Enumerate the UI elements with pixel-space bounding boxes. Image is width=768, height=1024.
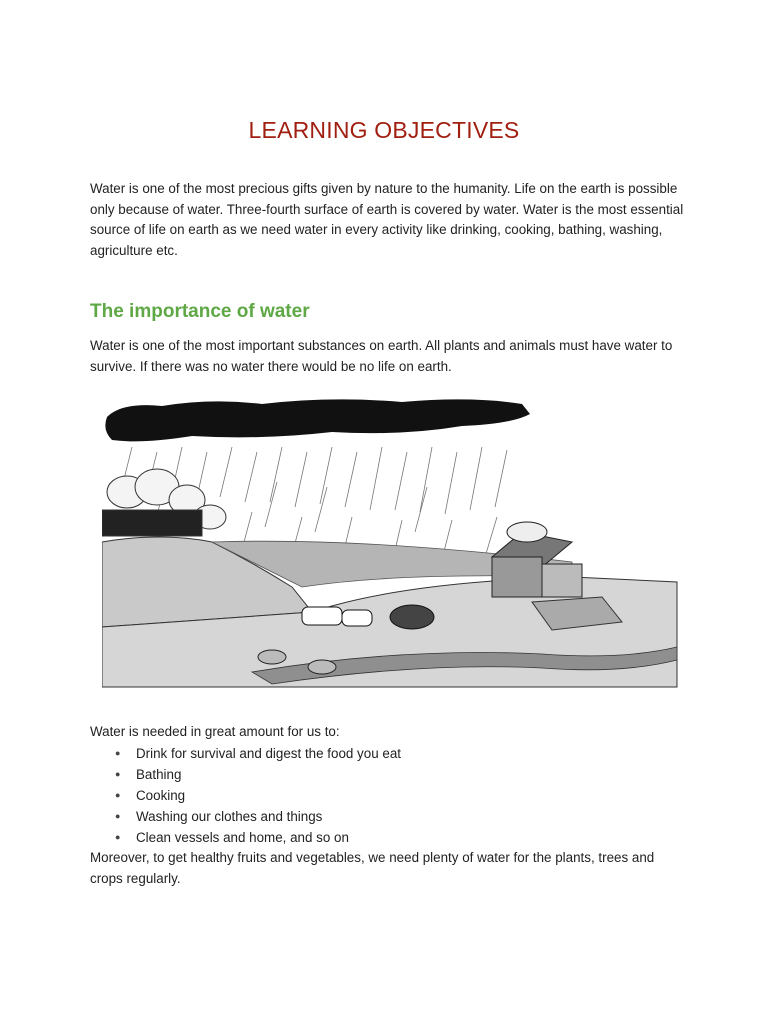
needs-list — [90, 743, 690, 848]
list-item: ● Drink for survival and digest the food you eat — [90, 743, 690, 764]
list-item: ● Cooking — [90, 785, 690, 806]
list-item: ● Washing our clothes and things — [90, 806, 690, 827]
trees — [102, 469, 226, 536]
bullet-icon: ● — [115, 832, 121, 842]
intro-paragraph: Water is one of the most precious gifts given by nature to the humanity. Life on the earth is possible only because of water. Three-fourth surface of earth is covered by water. Water is the most essential source of life on earth as we need water in every activity like drinking, cooking, bathing, washing, agriculture etc. — [90, 181, 684, 258]
list-item: ● Bathing — [90, 764, 690, 785]
bullet-icon: ● — [115, 769, 121, 779]
rain-landscape-illustration — [102, 392, 682, 692]
dark-cloud — [105, 399, 530, 441]
page-title: LEARNING OBJECTIVES — [248, 117, 520, 143]
needs-intro: Water is needed in great amount for us to: — [90, 724, 340, 739]
conclusion-paragraph: Moreover, to get healthy fruits and vegetables, we need plenty of water for the plants, trees and crops regularly. — [90, 850, 655, 886]
section-heading: The importance of water — [90, 301, 310, 322]
list-item: ● Clean vessels and home, and so on — [90, 827, 690, 848]
farmhouse — [492, 522, 582, 597]
bullet-icon: ● — [115, 748, 121, 758]
importance-paragraph: Water is one of the most important substances on earth. All plants and animals must have water to survive. If there was no water there would be no life on earth. — [90, 338, 673, 374]
bullet-icon: ● — [115, 811, 121, 821]
bullet-icon: ● — [115, 790, 121, 800]
